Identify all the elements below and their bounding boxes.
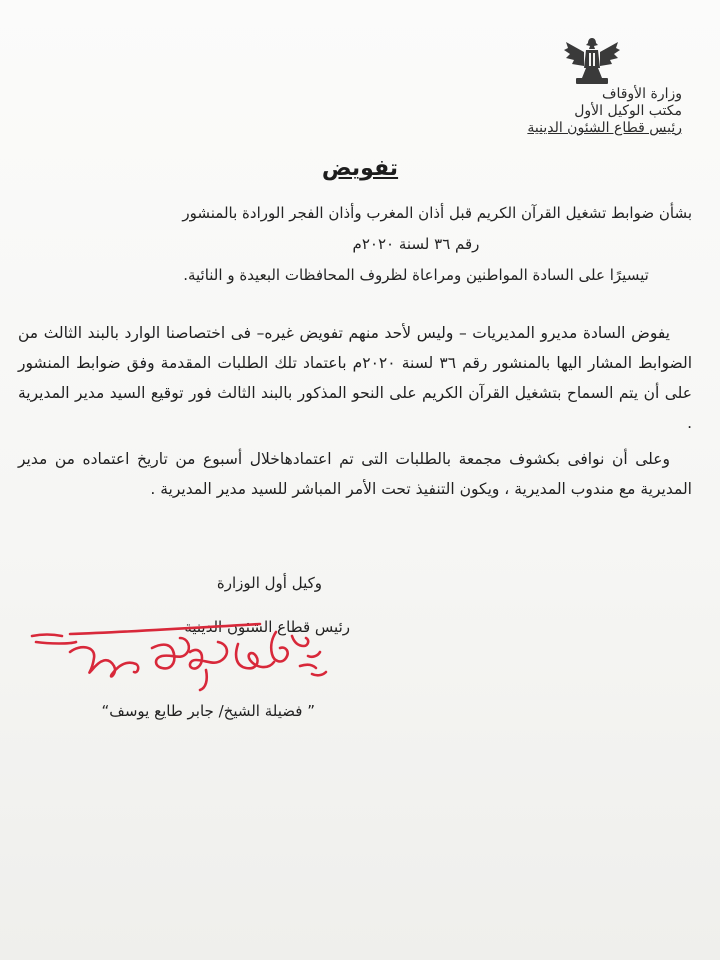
subject-line-3: تيسيرًا على السادة المواطنين ومراعاة لظروف المحافظات البعيدة و النائية. bbox=[183, 266, 649, 284]
document-title: تفويض bbox=[321, 156, 399, 181]
signatory-sector: رئيس قطاع الشئون الدينية bbox=[184, 618, 350, 636]
subject-line-1: بشأن ضوابط تشغيل القرآن الكريم قبل أذان المغرب وأذان الفجر الورادة بالمنشور bbox=[182, 204, 692, 222]
eagle-emblem-icon bbox=[562, 32, 622, 88]
body-text bbox=[18, 318, 692, 510]
subject-line-2: رقم ٣٦ لسنة ٢٠٢٠م bbox=[352, 235, 480, 253]
signatory-name: ” فضيلة الشيخ/ جابر طايع يوسف“ bbox=[101, 702, 315, 720]
letterhead-office: مكتب الوكيل الأول bbox=[574, 103, 682, 119]
subject-block bbox=[20, 198, 692, 291]
body-paragraph-2: وعلى أن نوافى بكشوف مجمعة بالطلبات التى تم اعتمادهاخلال أسبوع من تاريخ اعتماده من مدير المديرية مع مندوب المديرية ، ويكون التنفيذ تحت الأمر المباشر للسيد مدير المديرية . bbox=[18, 450, 692, 498]
letterhead-ministry: وزارة الأوقاف bbox=[601, 86, 682, 102]
letterhead-sector: رئيس قطاع الشئون الدينية bbox=[527, 120, 682, 136]
letterhead bbox=[462, 86, 682, 137]
signatory-title: وكيل أول الوزارة bbox=[216, 574, 322, 592]
handwritten-signature bbox=[30, 622, 340, 698]
body-paragraph-1: يفوض السادة مديرو المديريات – وليس لأحد منهم تفويض غيره– فى اختصاصنا الوارد بالبند الثالث من الضوابط المشار اليها بالمنشور رقم ٣٦ لسنة ٢٠٢٠م باعتماد تلك الطلبات المقدمة وفق ضوابط المنشور على أن يتم السماح بتشغيل القرآن الكريم على النحو المذكور بالبند الثالث فور توقيع السيد مدير المديرية . bbox=[18, 324, 692, 432]
